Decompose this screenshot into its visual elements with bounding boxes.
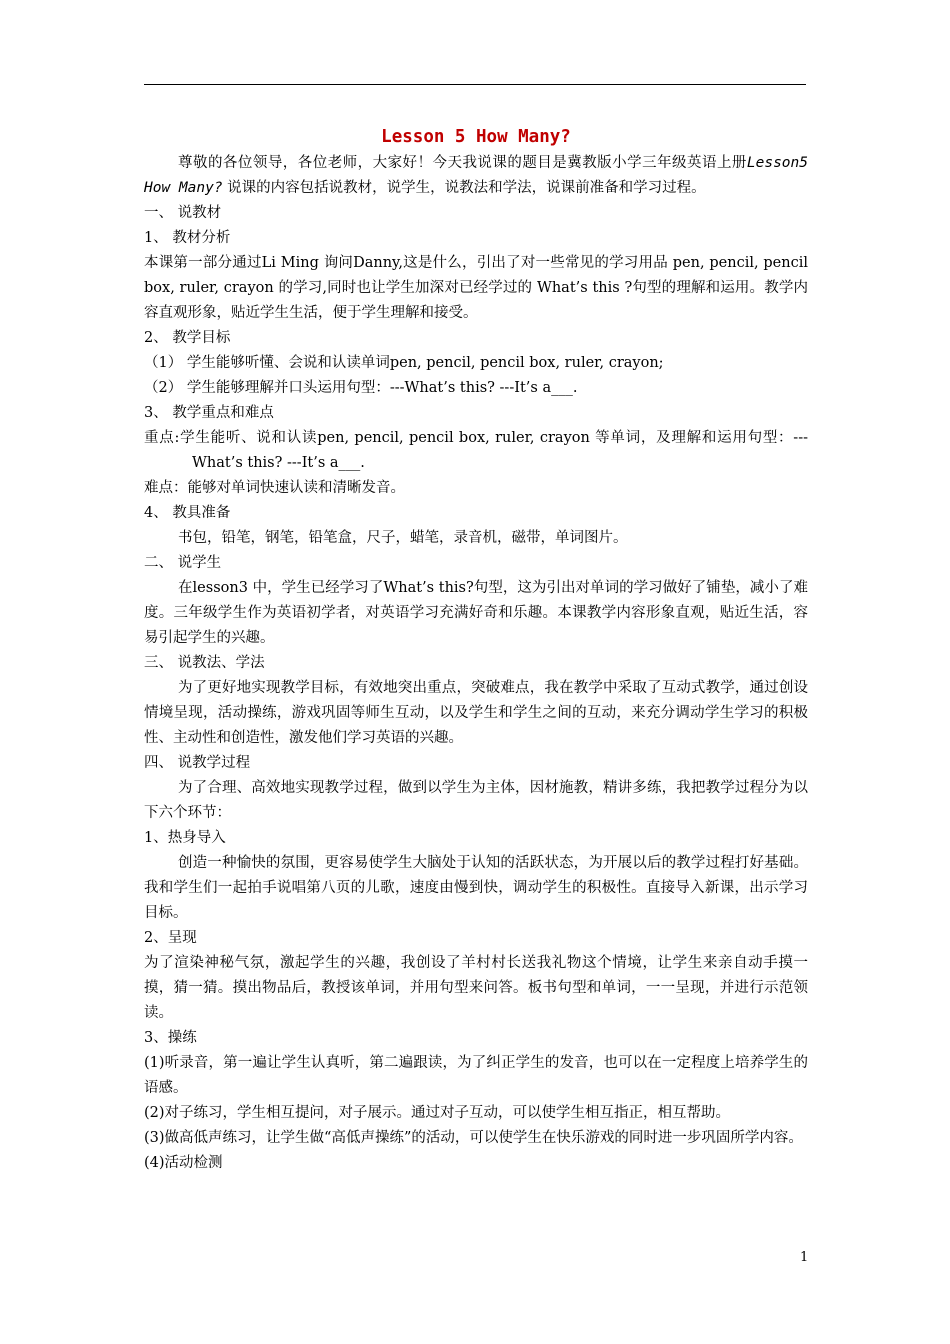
intro-lesson-italic: Lesson5 How Many? xyxy=(144,155,808,196)
presentation-paragraph: 为了渲染神秘气氛，激起学生的兴趣，我创设了羊村村长送我礼物这个情境，让学生来亲自动手摸一摸，猜一猜。摸出物品后，教授该单词，并用句型来问答。板书句型和单词，一一呈现，并进行示范领读。 xyxy=(144,955,808,1021)
page-number: 1 xyxy=(800,1250,809,1265)
section-4-heading: 四、 说教学过程 xyxy=(144,755,251,771)
teaching-tools: 书包，铅笔，钢笔，铅笔盒，尺子，蜡笔，录音机，磁带，单词图片。 xyxy=(178,530,628,546)
document-body xyxy=(144,123,808,1176)
process-step-1-heading: 1、热身导入 xyxy=(144,830,226,846)
goal-1: （1） 学生能够听懂、会说和认读单词pen, pencil, pencil box, ruler, crayon; xyxy=(144,355,664,371)
section-1-sub-3: 3、 教学重点和难点 xyxy=(144,405,274,421)
practice-item-2: (2)对子练习，学生相互提问，对子展示。通过对子互动，可以使学生相互指正，相互帮助。 xyxy=(144,1105,731,1121)
section-1-heading: 一、 说教材 xyxy=(144,205,222,221)
practice-item-1: (1)听录音，第一遍让学生认真听，第二遍跟读，为了纠正学生的发音，也可以在一定程度上培养学生的语感。 xyxy=(144,1055,808,1096)
section-1-sub-1: 1、 教材分析 xyxy=(144,230,231,246)
section-3-heading: 三、 说教法、学法 xyxy=(144,655,265,671)
section-1-sub-4: 4、 教具准备 xyxy=(144,505,231,521)
methods-paragraph: 为了更好地实现教学目标，有效地突出重点，突破难点，我在教学中采取了互动式教学，通过创设情境呈现，活动操练，游戏巩固等师生互动，以及学生和学生之间的互动，来充分调动学生学习的积极性、主动性和创造性，激发他们学习英语的兴趣。 xyxy=(144,680,808,746)
section-1-sub-2: 2、 教学目标 xyxy=(144,330,231,346)
section-2-heading: 二、 说学生 xyxy=(144,555,222,571)
key-points: 重点:学生能听、说和认读pen, pencil, pencil box, ruler, crayon 等单词，及理解和运用句型：---What’s this? ---It’s a___. xyxy=(144,430,808,471)
textbook-analysis-paragraph: 本课第一部分通过Li Ming 询问Danny,这是什么，引出了对一些常见的学习用品 pen, pencil, pencil box, ruler, crayon 的学习,同时也让学生加深对已经学过的 What’s this ?句型的理解和运用。教学内容直观形象，贴近学生生活，便于学生理解和接受。 xyxy=(144,255,808,321)
warmup-paragraph: 创造一种愉快的氛围，更容易使学生大脑处于认知的活跃状态，为开展以后的教学过程打好基础。我和学生们一起拍手说唱第八页的儿歌，速度由慢到快，调动学生的积极性。直接导入新课，出示学习目标。 xyxy=(144,855,808,921)
practice-item-4: (4)活动检测 xyxy=(144,1155,223,1171)
intro-paragraph xyxy=(144,151,808,201)
process-step-2-heading: 2、呈现 xyxy=(144,930,197,946)
goal-2: （2） 学生能够理解并口头运用句型：---What’s this? ---It’s a___. xyxy=(144,380,578,396)
intro-text-1: 尊敬的各位领导，各位老师，大家好！今天我说课的题目是冀教版小学三年级英语上册 xyxy=(178,155,747,171)
document-title: Lesson 5 How Many? xyxy=(381,127,571,147)
intro-text-2: 说课的内容包括说教材，说学生，说教法和学法，说课前准备和学习过程。 xyxy=(222,180,706,196)
difficult-points: 难点：能够对单词快速认读和清晰发音。 xyxy=(144,480,405,496)
header-rule xyxy=(144,84,806,85)
practice-item-3: (3)做高低声练习，让学生做“高低声操练”的活动，可以使学生在快乐游戏的同时进一步巩固所学内容。 xyxy=(144,1130,803,1146)
process-intro-paragraph: 为了合理、高效地实现教学过程，做到以学生为主体，因材施教，精讲多练，我把教学过程分为以下六个环节： xyxy=(144,780,808,821)
students-paragraph: 在lesson3 中，学生已经学习了What’s this?句型，这为引出对单词的学习做好了铺垫，减小了难度。三年级学生作为英语初学者，对英语学习充满好奇和乐趣。本课教学内容形象直观，贴近生活，容易引起学生的兴趣。 xyxy=(144,580,808,646)
process-step-3-heading: 3、操练 xyxy=(144,1030,197,1046)
